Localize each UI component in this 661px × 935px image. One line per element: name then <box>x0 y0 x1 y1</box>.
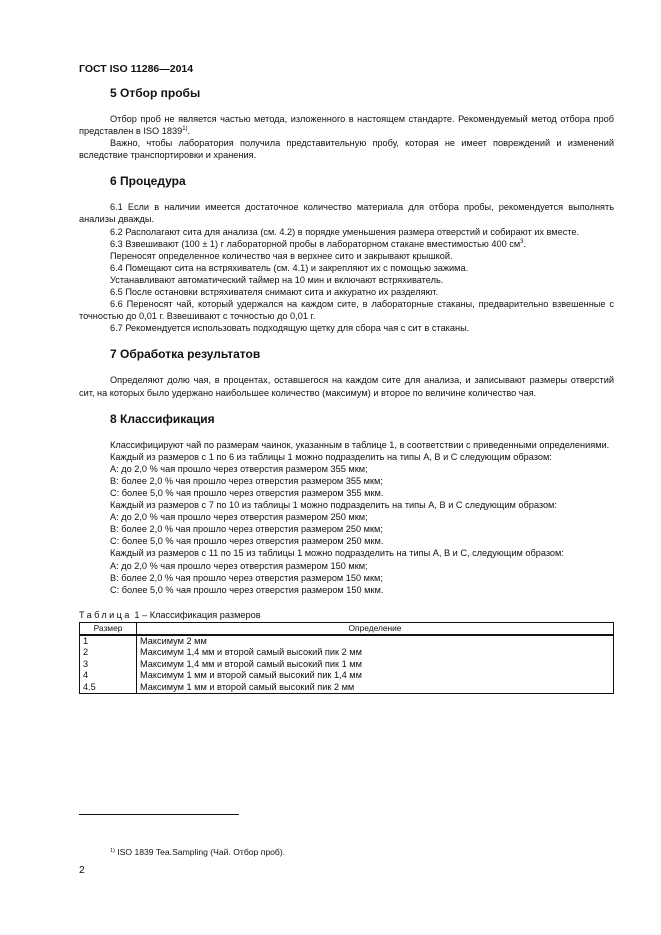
paragraph: Определяют долю чая, в процентах, оставшегося на каждом сите для анализа, и записывают размеры отверстий сит, на которых было удержано наибольшее количество (максимум) и второе по величине количество чая. <box>79 375 614 398</box>
paragraph: B: более 2,0 % чая прошло через отверстия размером 150 мкм; <box>110 572 383 583</box>
table-row <box>80 647 614 659</box>
table-cell-definition: Максимум 2 мм <box>137 635 614 648</box>
paragraph: Каждый из размеров с 11 по 15 из таблицы 1 можно подразделить на типы A, B и C, следующим образом: <box>110 548 564 559</box>
footnote-text: ISO 1839 Tea.Sampling (Чай. Отбор проб). <box>114 847 286 857</box>
section-8 <box>79 412 614 596</box>
paragraph: A: до 2,0 % чая прошло через отверстия размером 250 мкм; <box>110 512 368 523</box>
paragraph: Важно, чтобы лаборатория получила представительную пробу, которая не имеет повреждений и изменений вследствие транспортировки и хранения. <box>79 138 614 161</box>
table-caption-word: Таблица <box>79 609 132 620</box>
table-header-row <box>80 622 614 635</box>
paragraph: C: более 5,0 % чая прошло через отверстия размером 355 мкм. <box>110 487 384 498</box>
table-row <box>80 659 614 671</box>
paragraph: A: до 2,0 % чая прошло через отверстия размером 355 мкм; <box>110 463 368 474</box>
table-cell-size: 2 <box>80 647 137 659</box>
footnote <box>110 847 285 857</box>
footnote-ref: 1) <box>182 126 188 133</box>
paragraph: A: до 2,0 % чая прошло через отверстия размером 150 мкм; <box>110 560 368 571</box>
table-cell-size: 4 <box>80 670 137 682</box>
section-5 <box>79 86 614 161</box>
paragraph <box>79 113 614 137</box>
table-cell-definition: Максимум 1,4 мм и второй самый высокий пик 1 мм <box>137 659 614 671</box>
table-header-size: Размер <box>80 622 137 635</box>
paragraph: B: более 2,0 % чая прошло через отверстия размером 250 мкм; <box>110 524 383 535</box>
section-8-title: 8 Классификация <box>110 411 215 426</box>
section-5-title: 5 Отбор пробы <box>110 86 201 100</box>
superscript: 3 <box>520 238 524 245</box>
paragraph-end: . <box>187 126 191 137</box>
classification-table <box>79 622 614 695</box>
table-cell-definition: Максимум 1,4 мм и второй самый высокий пик 2 мм <box>137 647 614 659</box>
paragraph: Каждый из размеров с 7 по 10 из таблицы 1 можно подразделить на типы A, B и C следующим образом: <box>110 500 557 511</box>
paragraph: Каждый из размеров с 1 по 6 из таблицы 1 можно подразделить на типы A, B и C следующим образом: <box>110 451 552 462</box>
page-content <box>79 86 614 694</box>
paragraph: 6.6 Переносят чай, который удержался на каждом сите, в лабораторные стаканы, предварительно взвешенные с точностью до 0,01 г. Взвешивают с точностью до 0,01 г. <box>79 299 614 322</box>
paragraph: 6.2 Располагают сита для анализа (см. 4.2) в порядке уменьшения размера отверстий и собирают их вместе. <box>110 226 580 237</box>
paragraph: C: более 5,0 % чая прошло через отверстия размером 150 мкм. <box>110 584 384 595</box>
paragraph-text: Отбор проб не является частью метода, изложенного в настоящем стандарте. Рекомендуемый метод отбора проб представлен в ISO 1839 <box>79 114 614 137</box>
paragraph: 6.7 Рекомендуется использовать подходящую щетку для сбора чая с сит в стаканы. <box>110 323 470 334</box>
paragraph: 6.4 Помещают сита на встряхиватель (см. 4.1) и закрепляют их с помощью зажима. <box>110 262 469 273</box>
section-6-title: 6 Процедура <box>110 174 186 189</box>
paragraph-text: 6.3 Взвешивают (100 ± 1) г лабораторной пробы в лабораторном стакане вместимостью 400 см <box>110 238 521 249</box>
paragraph: 6.5 После остановки встряхивателя снимают сита и аккуратно их разделяют. <box>110 287 438 298</box>
table-cell-size: 4.5 <box>80 682 137 694</box>
footnote-separator <box>79 814 239 815</box>
paragraph: C: более 5,0 % чая прошло через отверстия размером 250 мкм. <box>110 536 384 547</box>
paragraph: Классифицируют чай по размерам чаинок, указанным в таблице 1, в соответствии с приведенными определениями. <box>110 439 610 450</box>
table-row <box>80 670 614 682</box>
paragraph: 6.1 Если в наличии имеется достаточное количество материала для отбора пробы, рекомендуется выполнять анализы дважды. <box>79 202 614 225</box>
table-cell-size: 3 <box>80 659 137 671</box>
table-caption <box>79 609 614 621</box>
table-header-definition: Определение <box>137 622 614 635</box>
table-cell-size: 1 <box>80 635 137 648</box>
paragraph: B: более 2,0 % чая прошло через отверстия размером 355 мкм; <box>110 475 383 486</box>
paragraph: Устанавливают автоматический таймер на 10 мин и включают встряхиватель. <box>110 274 444 285</box>
section-6 <box>79 174 614 334</box>
section-7-title: 7 Обработка результатов <box>110 347 261 362</box>
paragraph-end: . <box>523 238 527 249</box>
paragraph: Переносят определенное количество чая в верхнее сито и закрывают крышкой. <box>110 250 453 261</box>
standard-header: ГОСТ ISO 11286—2014 <box>79 63 194 75</box>
table-cell-definition: Максимум 1 мм и второй самый высокий пик 1,4 мм <box>137 670 614 682</box>
table-cell-definition: Максимум 1 мм и второй самый высокий пик 2 мм <box>137 682 614 694</box>
table-caption-text: 1 – Классификация размеров <box>131 609 261 620</box>
paragraph <box>79 238 614 250</box>
page-number: 2 <box>79 864 85 876</box>
table-row <box>80 635 614 648</box>
table-row <box>80 682 614 694</box>
section-7 <box>79 347 614 398</box>
footnote-mark: 1) <box>110 848 115 854</box>
